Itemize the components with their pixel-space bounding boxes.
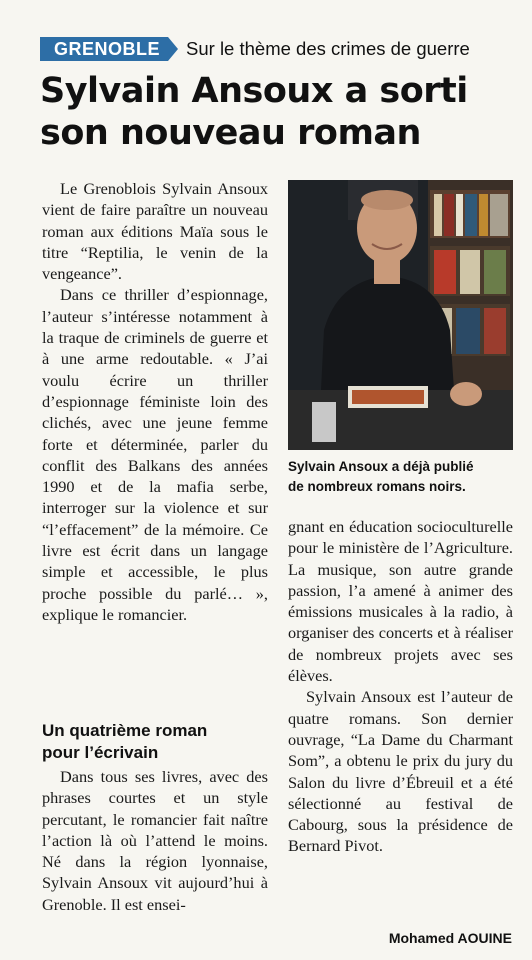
author-photo-illustration bbox=[288, 180, 513, 450]
article-headline bbox=[40, 70, 520, 154]
photo-caption bbox=[288, 457, 513, 497]
kicker bbox=[40, 36, 470, 62]
paragraph: Le Grenoblois Sylvain Ansoux vient de faire paraître un nouveau roman aux éditions Maïa sous le titre “Reptilia, le venin de la vengeance”. bbox=[42, 179, 268, 284]
paragraph: gnant en éducation socioculturelle pour le ministère de l’Agriculture. La musique, son autre grande passion, l’a amené à animer des émissions musicales à la radio, à organiser des concerts et à réaliser de nombreux projets avec ses élèves. bbox=[288, 517, 513, 686]
headline-line-2: son nouveau roman bbox=[40, 113, 421, 153]
headline-line-1: Sylvain Ansoux a sorti bbox=[40, 71, 468, 111]
author-signature: Mohamed AOUINE bbox=[388, 930, 512, 946]
caption-line-1: Sylvain Ansoux a déjà publié bbox=[288, 459, 474, 474]
article-column-1 bbox=[42, 178, 268, 625]
article-subheading bbox=[42, 720, 268, 764]
paragraph: Dans ce thriller d’espionnage, l’auteur s’intéresse notamment à la traque de criminels de guerre et à une arme redoutable. « J’ai voulu écrire un thriller d’espionnage féministe loin des clichés, avec une jeune femme forte et déterminée, parler du conflit des Balkans des années 1990 et de la mafia serbe, interroger sur la violence et sur “l’effacement” de la mémoire. Ce livre est écrit dans un langage simple et accessible, le plus proche possible du parlé… », explique le romancier. bbox=[42, 285, 268, 624]
caption-line-2: de nombreux romans noirs. bbox=[288, 479, 466, 494]
author-photo bbox=[288, 180, 513, 450]
subheading-line-2: pour l’écrivain bbox=[42, 743, 159, 762]
subheading-line-1: Un quatrième roman bbox=[42, 721, 208, 740]
article-column-1-continued bbox=[42, 766, 268, 915]
paragraph: Sylvain Ansoux est l’auteur de quatre romans. Son dernier ouvrage, “La Dame du Charmant Som”, a obtenu le prix du jury du Salon du livre d’Ébreuil et a été sélectionné au festival de Cabourg, sous la présidence de Bernard Pivot. bbox=[288, 687, 513, 856]
paragraph: Dans tous ses livres, avec des phrases courtes et un style percutant, le romancier fait naître l’action là où l’attend le moins. Né dans la région lyonnaise, Sylvain Ansoux vit aujourd’hui à Grenoble. Il est ensei- bbox=[42, 767, 268, 914]
article-column-2 bbox=[288, 516, 513, 857]
section-tag: GRENOBLE bbox=[40, 37, 168, 61]
kicker-text: Sur le thème des crimes de guerre bbox=[186, 38, 470, 59]
section-tag-arrow-icon bbox=[168, 37, 178, 61]
